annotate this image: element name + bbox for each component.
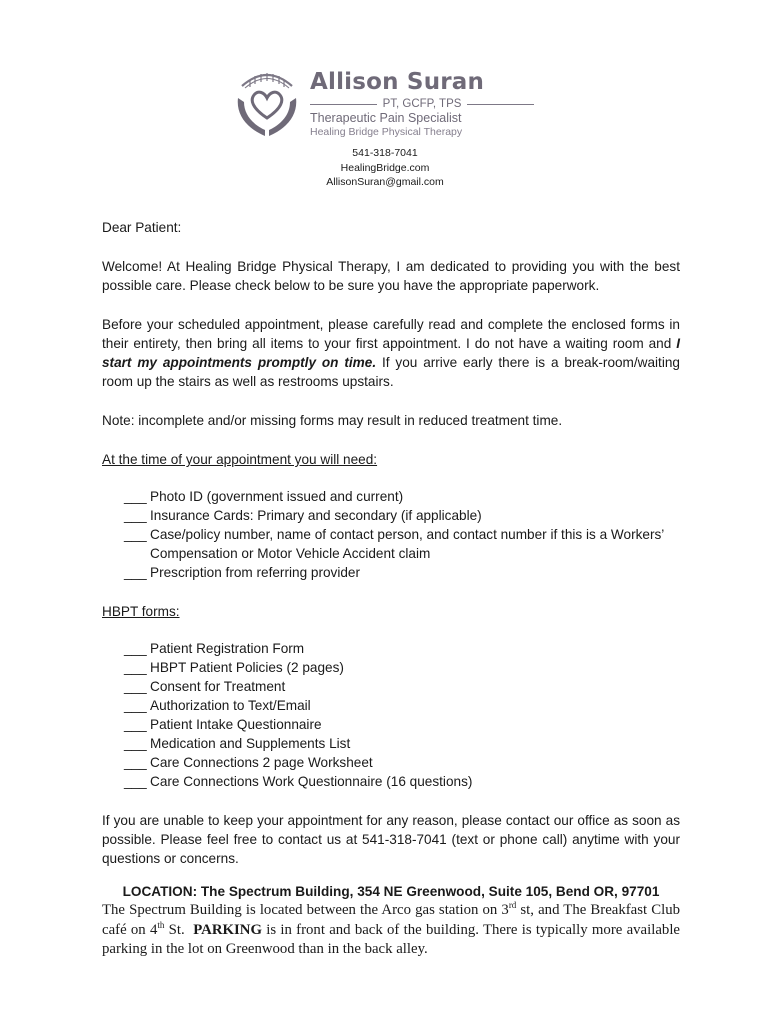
contact-phone: 541-318-7041 [352,147,418,159]
checkbox-blank: ___ [124,527,147,542]
list-item-text: HBPT Patient Policies (2 pages) [150,660,344,675]
ordinal-suffix: rd [508,900,517,910]
parking-label: PARKING [193,921,262,938]
contact-block [0,146,770,190]
list-item-text: Insurance Cards: Primary and secondary (if applicable) [150,508,482,523]
list-item-text: Prescription from referring provider [150,565,361,580]
letter-body [102,218,680,960]
directions-text: is in front and back of the building. There is typically more available parking in the lot on Greenwood than in the back alley. [102,921,680,957]
directions-text: St. [164,921,194,938]
directions-text: st, and The Breakfast Club café on 4 [102,902,680,938]
directions-text: The Spectrum Building is located between the Arco gas station on 3 [102,902,509,918]
checkbox-blank: ___ [124,698,147,713]
list-item [124,525,680,563]
forms-checklist [124,639,680,791]
list-item [124,658,680,677]
list-item [124,487,680,506]
list-item [124,715,680,734]
practitioner-name: Allison Suran [310,69,485,95]
checkbox-blank: ___ [124,679,147,694]
checkbox-blank: ___ [124,736,147,751]
checkbox-blank: ___ [124,489,147,504]
appointment-checklist [124,487,680,582]
appointment-heading: At the time of your appointment you will need: [102,452,378,467]
list-item-text: Patient Intake Questionnaire [150,717,322,732]
list-item-text: Authorization to Text/Email [150,698,311,713]
list-item-text: Photo ID (government issued and current) [150,489,404,504]
brand-block [310,68,534,139]
contact-email: AllisonSuran@gmail.com [326,176,444,188]
directions-paragraph [102,901,680,960]
practice-name: Healing Bridge Physical Therapy [310,126,463,138]
list-item-text: Medication and Supplements List [150,736,351,751]
list-item-text: Care Connections 2 page Worksheet [150,755,373,770]
list-item-text: Consent for Treatment [150,679,286,694]
list-item [124,753,680,772]
list-item [124,772,680,791]
list-item [124,506,680,525]
cancellation-paragraph: If you are unable to keep your appointment for any reason, please contact our office as soon as possible. Please feel free to contact us at 541-318-7041 (text or phone call) anytime with your questions or concerns. [102,813,680,866]
list-item [124,696,680,715]
contact-website: HealingBridge.com [340,161,430,174]
letterhead [232,62,532,142]
punctuality-emphasis: I start my appointments promptly on time. [102,336,680,370]
list-item [124,639,680,658]
location-heading: LOCATION: The Spectrum Building, 354 NE Greenwood, Suite 105, Bend OR, 97701 [122,884,660,899]
checkbox-blank: ___ [124,641,147,656]
instructions-text-1: Before your scheduled appointment, please carefully read and complete the enclosed forms in their entirety, then bring all items to your first appointment. I do not have a waiting room and [102,317,680,351]
forms-heading: HBPT forms: [102,604,180,619]
list-item [124,563,680,582]
note-paragraph: Note: incomplete and/or missing forms may result in reduced treatment time. [102,413,563,428]
instructions-text-2: If you arrive early there is a break-room/waiting room up the stairs as well as restrooms upstairs. [102,355,680,389]
heart-hands-logo-icon [232,62,302,142]
list-item-text: Care Connections Work Questionnaire (16 questions) [150,774,473,789]
divider [310,104,377,105]
checkbox-blank: ___ [124,565,147,580]
greeting: Dear Patient: [102,220,182,235]
list-item-text: Case/policy number, name of contact person, and contact number if this is a Workers’ Compensation or Motor Vehicle Accident claim [150,527,664,561]
practitioner-title: Therapeutic Pain Specialist [310,111,462,125]
welcome-paragraph: Welcome! At Healing Bridge Physical Therapy, I am dedicated to providing you with the best possible care. Please check below to be sure you have the appropriate paperwork. [102,259,680,293]
list-item [124,734,680,753]
checkbox-blank: ___ [124,660,147,675]
checkbox-blank: ___ [124,717,147,732]
checkbox-blank: ___ [124,774,147,789]
divider [467,104,534,105]
checkbox-blank: ___ [124,755,147,770]
credentials-row [310,97,534,111]
credentials: PT, GCFP, TPS [382,98,462,110]
instructions-paragraph [102,315,680,391]
list-item-text: Patient Registration Form [150,641,305,656]
list-item [124,677,680,696]
checkbox-blank: ___ [124,508,147,523]
ordinal-suffix: th [157,919,165,930]
